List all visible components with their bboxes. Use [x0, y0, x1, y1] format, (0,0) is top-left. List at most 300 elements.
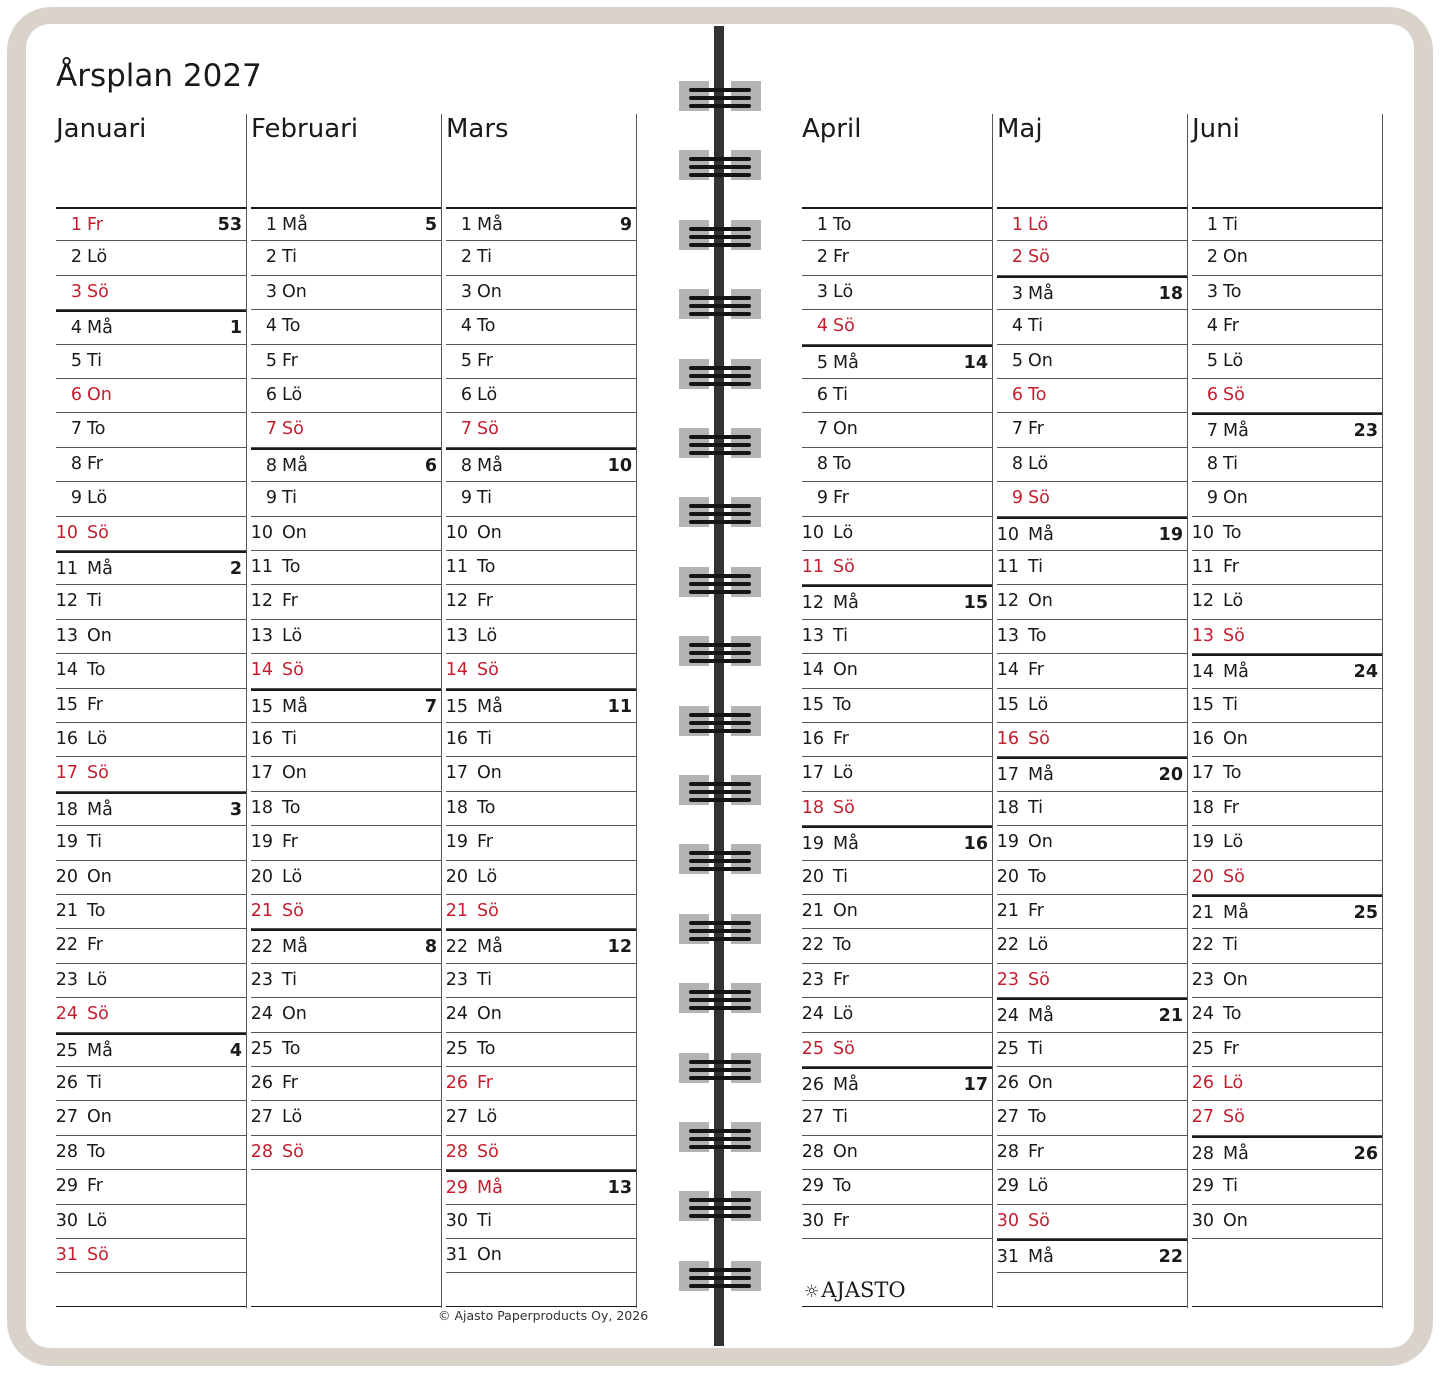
day-row[interactable]	[251, 826, 441, 860]
day-number: 13	[250, 625, 273, 646]
day-row[interactable]	[1192, 517, 1382, 551]
day-row[interactable]	[56, 1101, 246, 1135]
day-row[interactable]	[56, 448, 246, 482]
day-number: 14	[1191, 662, 1214, 683]
day-row[interactable]	[802, 1101, 992, 1135]
day-number: 17	[801, 763, 824, 784]
day-row[interactable]	[1192, 861, 1382, 895]
day-row[interactable]	[997, 1205, 1187, 1239]
weekday-name: To	[1223, 763, 1242, 784]
weekday-name: Sö	[833, 797, 855, 818]
month-column-april	[802, 114, 993, 1308]
day-row[interactable]	[997, 276, 1187, 310]
day-row[interactable]	[802, 792, 992, 826]
weekday-name: On	[1223, 969, 1248, 990]
day-row[interactable]	[446, 757, 636, 791]
day-row[interactable]	[997, 895, 1187, 929]
day-row[interactable]	[446, 448, 636, 482]
day-row[interactable]	[802, 826, 992, 860]
day-number: 3	[1011, 283, 1023, 304]
day-row[interactable]	[1192, 413, 1382, 447]
weekday-name: To	[1223, 522, 1242, 543]
day-row[interactable]	[1192, 895, 1382, 929]
day-row[interactable]	[56, 241, 246, 275]
day-row[interactable]	[251, 620, 441, 654]
day-row[interactable]	[1192, 620, 1382, 654]
day-number: 6	[460, 385, 472, 405]
weekday-name: Må	[282, 937, 308, 958]
weekday-name: Lö	[282, 625, 303, 646]
day-row[interactable]	[446, 654, 636, 688]
weekday-name: Må	[477, 1178, 503, 1199]
day-row[interactable]	[56, 895, 246, 929]
week-number: 20	[1158, 765, 1183, 786]
day-row[interactable]	[1192, 929, 1382, 963]
weekday-name: Ti	[1028, 797, 1044, 818]
day-number: 29	[55, 1176, 78, 1197]
binding-ring	[679, 1053, 761, 1087]
day-row[interactable]	[56, 826, 246, 860]
day-row[interactable]	[802, 1136, 992, 1170]
day-row[interactable]	[1192, 345, 1382, 379]
day-row[interactable]	[802, 413, 992, 447]
weekday-name: Sö	[1028, 488, 1050, 509]
day-number: 30	[801, 1210, 824, 1231]
day-row[interactable]	[446, 1101, 636, 1135]
day-row[interactable]	[1192, 757, 1382, 791]
day-number: 2	[816, 247, 828, 268]
day-row[interactable]	[446, 585, 636, 619]
day-row[interactable]	[802, 654, 992, 688]
day-row[interactable]	[802, 345, 992, 379]
day-row[interactable]	[251, 998, 441, 1032]
day-row[interactable]	[802, 1170, 992, 1204]
weekday-name: Ti	[477, 247, 493, 268]
day-number: 17	[996, 765, 1019, 786]
day-row[interactable]	[446, 276, 636, 310]
day-row[interactable]	[446, 1033, 636, 1067]
day-row[interactable]	[446, 895, 636, 929]
weekday-name: Må	[833, 834, 859, 855]
day-number: 4	[1206, 316, 1218, 337]
day-number: 13	[1191, 625, 1214, 646]
day-row[interactable]	[997, 1136, 1187, 1170]
day-row[interactable]	[802, 895, 992, 929]
day-row[interactable]	[802, 723, 992, 757]
day-row[interactable]	[802, 964, 992, 998]
day-row[interactable]	[446, 1239, 636, 1273]
day-row[interactable]	[56, 723, 246, 757]
day-number: 22	[55, 935, 78, 956]
weekday-name: Sö	[282, 901, 304, 921]
day-row[interactable]	[802, 379, 992, 413]
day-row[interactable]	[56, 207, 246, 241]
day-row[interactable]	[251, 792, 441, 826]
day-row[interactable]	[251, 207, 441, 241]
day-row[interactable]	[56, 1067, 246, 1101]
weekday-name: To	[477, 557, 496, 577]
day-row[interactable]	[446, 379, 636, 413]
weekday-name: Lö	[833, 1004, 854, 1025]
week-number: 22	[1158, 1247, 1183, 1267]
month-column-mars	[446, 114, 637, 1308]
weekday-name: Fr	[477, 350, 493, 371]
day-row[interactable]	[446, 551, 636, 585]
day-row[interactable]	[997, 241, 1187, 275]
day-row[interactable]	[251, 1101, 441, 1135]
day-number: 16	[250, 729, 273, 749]
day-row[interactable]	[56, 517, 246, 551]
day-row[interactable]	[802, 207, 992, 241]
day-row[interactable]	[997, 654, 1187, 688]
day-row[interactable]	[997, 620, 1187, 654]
day-row[interactable]	[56, 413, 246, 447]
day-row[interactable]	[446, 998, 636, 1032]
day-row[interactable]	[56, 1033, 246, 1067]
day-row[interactable]	[997, 448, 1187, 482]
day-row[interactable]	[1192, 585, 1382, 619]
day-row[interactable]	[446, 241, 636, 275]
weekday-name: Sö	[1223, 625, 1245, 646]
day-row[interactable]	[997, 207, 1187, 241]
day-number: 8	[1011, 453, 1023, 474]
day-row[interactable]	[446, 1170, 636, 1204]
day-row[interactable]	[997, 689, 1187, 723]
day-number: 18	[55, 799, 78, 820]
day-number: 15	[801, 694, 824, 715]
day-row[interactable]	[997, 551, 1187, 585]
day-row[interactable]	[56, 276, 246, 310]
weekday-name: Sö	[1223, 385, 1245, 405]
day-row[interactable]	[251, 482, 441, 516]
day-number: 17	[1191, 763, 1214, 784]
day-number: 16	[996, 729, 1019, 749]
weekday-name: To	[282, 1038, 301, 1059]
day-row[interactable]	[802, 241, 992, 275]
day-row[interactable]	[1192, 207, 1382, 241]
binding-ring	[679, 983, 761, 1017]
weekday-name: On	[1028, 832, 1053, 853]
day-row[interactable]	[1192, 482, 1382, 516]
day-number: 15	[996, 694, 1019, 715]
day-row[interactable]	[1192, 1067, 1382, 1101]
day-row[interactable]	[251, 723, 441, 757]
day-row[interactable]	[802, 861, 992, 895]
day-row[interactable]	[1192, 310, 1382, 344]
day-row[interactable]	[1192, 241, 1382, 275]
day-row[interactable]	[802, 1067, 992, 1101]
day-row[interactable]	[251, 310, 441, 344]
day-number: 17	[55, 763, 78, 784]
day-number: 3	[265, 281, 277, 302]
day-row[interactable]	[1192, 998, 1382, 1032]
day-row[interactable]	[446, 620, 636, 654]
day-number: 5	[1011, 350, 1023, 371]
weekday-name: Fr	[1223, 316, 1239, 337]
day-number: 23	[55, 969, 78, 990]
day-row[interactable]	[997, 929, 1187, 963]
day-row[interactable]	[802, 689, 992, 723]
day-row[interactable]	[251, 1136, 441, 1170]
day-row[interactable]	[997, 792, 1187, 826]
day-row[interactable]	[1192, 1170, 1382, 1204]
day-number: 5	[265, 350, 277, 371]
day-number: 4	[460, 316, 472, 337]
day-row[interactable]	[446, 861, 636, 895]
day-row[interactable]	[1192, 1205, 1382, 1239]
day-row[interactable]	[1192, 551, 1382, 585]
day-number: 31	[996, 1247, 1019, 1267]
day-row[interactable]	[802, 551, 992, 585]
day-row[interactable]	[251, 757, 441, 791]
weekday-name: To	[282, 557, 301, 577]
day-number: 21	[1191, 903, 1214, 923]
day-row[interactable]	[802, 929, 992, 963]
weekday-name: To	[1223, 1004, 1242, 1025]
day-number: 10	[445, 522, 468, 543]
weekday-name: Fr	[833, 1210, 849, 1231]
day-row[interactable]	[1192, 379, 1382, 413]
day-number: 24	[801, 1004, 824, 1025]
day-row[interactable]	[802, 517, 992, 551]
weekday-name: Ti	[282, 488, 298, 509]
day-row[interactable]	[997, 517, 1187, 551]
weekday-name: Lö	[87, 729, 108, 749]
day-number: 22	[801, 935, 824, 956]
page-title: Årsplan 2027	[56, 58, 262, 94]
day-row[interactable]	[1192, 792, 1382, 826]
weekday-name: Fr	[1028, 901, 1044, 921]
day-row[interactable]	[1192, 654, 1382, 688]
day-row[interactable]	[997, 826, 1187, 860]
day-row[interactable]	[997, 482, 1187, 516]
day-row[interactable]	[1192, 1033, 1382, 1067]
day-row[interactable]	[446, 345, 636, 379]
weekday-name: Sö	[1223, 1107, 1245, 1128]
day-number: 6	[265, 385, 277, 405]
weekday-name: Sö	[477, 1141, 499, 1162]
day-row[interactable]	[56, 654, 246, 688]
day-row[interactable]	[56, 482, 246, 516]
day-row[interactable]	[802, 998, 992, 1032]
day-row[interactable]	[56, 1239, 246, 1273]
day-row[interactable]	[997, 345, 1187, 379]
day-row[interactable]	[997, 310, 1187, 344]
week-number: 15	[963, 593, 988, 614]
day-row[interactable]	[56, 1170, 246, 1204]
day-row[interactable]	[251, 1067, 441, 1101]
day-row[interactable]	[251, 895, 441, 929]
day-row[interactable]	[56, 792, 246, 826]
day-row[interactable]	[446, 964, 636, 998]
day-row[interactable]	[56, 998, 246, 1032]
day-row[interactable]	[997, 723, 1187, 757]
weekday-name: To	[477, 797, 496, 818]
weekday-name: Må	[87, 318, 113, 339]
day-row[interactable]	[802, 276, 992, 310]
day-number: 25	[250, 1038, 273, 1059]
weekday-name: To	[1028, 1107, 1047, 1128]
day-row[interactable]	[251, 413, 441, 447]
day-row[interactable]	[56, 585, 246, 619]
day-row[interactable]	[802, 1205, 992, 1239]
day-number: 6	[816, 385, 828, 405]
day-row[interactable]	[997, 413, 1187, 447]
day-row[interactable]	[446, 929, 636, 963]
day-row[interactable]	[446, 1136, 636, 1170]
day-number: 3	[70, 281, 82, 302]
week-number: 9	[619, 215, 632, 235]
day-row[interactable]	[802, 310, 992, 344]
day-row[interactable]	[251, 585, 441, 619]
weekday-name: On	[477, 763, 502, 784]
day-row[interactable]	[446, 723, 636, 757]
day-row[interactable]	[56, 929, 246, 963]
day-number: 16	[55, 729, 78, 749]
weekday-name: Må	[1028, 283, 1054, 304]
day-row[interactable]	[997, 379, 1187, 413]
day-row[interactable]	[997, 1170, 1187, 1204]
day-row[interactable]	[56, 379, 246, 413]
day-row[interactable]	[446, 826, 636, 860]
day-row[interactable]	[56, 861, 246, 895]
day-number: 2	[1011, 247, 1023, 268]
weekday-name: Lö	[1028, 694, 1049, 715]
day-row[interactable]	[997, 861, 1187, 895]
day-row[interactable]	[802, 585, 992, 619]
weekday-name: Sö	[1223, 866, 1245, 887]
day-row[interactable]	[446, 207, 636, 241]
day-row[interactable]	[251, 379, 441, 413]
day-row[interactable]	[1192, 276, 1382, 310]
day-number: 10	[55, 522, 78, 543]
day-row[interactable]	[56, 757, 246, 791]
day-row[interactable]	[1192, 1101, 1382, 1135]
day-row[interactable]	[251, 1033, 441, 1067]
day-row[interactable]	[446, 689, 636, 723]
week-number: 21	[1158, 1006, 1183, 1027]
week-number: 12	[607, 937, 632, 958]
day-row[interactable]	[446, 792, 636, 826]
day-row[interactable]	[446, 1205, 636, 1239]
weekday-name: On	[87, 385, 112, 405]
day-row[interactable]	[802, 482, 992, 516]
day-row[interactable]	[997, 757, 1187, 791]
day-row[interactable]	[251, 276, 441, 310]
day-row[interactable]	[1192, 689, 1382, 723]
day-row[interactable]	[997, 1101, 1187, 1135]
day-row[interactable]	[251, 964, 441, 998]
weekday-name: To	[87, 901, 106, 921]
day-number: 19	[996, 832, 1019, 853]
day-number: 16	[801, 729, 824, 749]
month-name: Februari	[251, 114, 359, 144]
weekday-name: On	[1223, 247, 1248, 268]
day-number: 9	[816, 488, 828, 509]
weekday-name: Sö	[282, 1141, 304, 1162]
day-row[interactable]	[251, 345, 441, 379]
day-number: 1	[265, 215, 277, 235]
day-row[interactable]	[997, 1033, 1187, 1067]
weekday-name: Fr	[1028, 1141, 1044, 1162]
day-row[interactable]	[1192, 964, 1382, 998]
day-row[interactable]	[251, 241, 441, 275]
weekday-name: Ti	[477, 1210, 493, 1231]
day-row[interactable]	[802, 620, 992, 654]
weekday-name: Sö	[87, 763, 109, 784]
day-row[interactable]	[446, 517, 636, 551]
day-row[interactable]	[997, 585, 1187, 619]
day-row[interactable]	[997, 998, 1187, 1032]
day-number: 27	[55, 1107, 78, 1128]
day-row[interactable]	[802, 448, 992, 482]
weekday-name: Sö	[282, 660, 304, 681]
weekday-name: Fr	[1028, 419, 1044, 440]
weekday-name: Lö	[833, 763, 854, 784]
day-number: 27	[801, 1107, 824, 1128]
day-row[interactable]	[56, 964, 246, 998]
day-row[interactable]	[446, 1067, 636, 1101]
day-row[interactable]	[446, 310, 636, 344]
weekday-name: Ti	[1223, 694, 1239, 715]
weekday-name: Sö	[833, 1038, 855, 1059]
day-row[interactable]	[997, 1067, 1187, 1101]
day-row[interactable]	[56, 689, 246, 723]
weekday-name: Ti	[1028, 557, 1044, 577]
binding-ring	[679, 1122, 761, 1156]
day-number: 16	[445, 729, 468, 749]
day-row[interactable]	[1192, 1136, 1382, 1170]
day-row[interactable]	[251, 654, 441, 688]
weekday-name: Sö	[87, 281, 109, 302]
day-row[interactable]	[56, 551, 246, 585]
month-name: April	[802, 114, 862, 144]
day-row[interactable]	[997, 1239, 1187, 1273]
day-row[interactable]	[446, 413, 636, 447]
day-row[interactable]	[251, 551, 441, 585]
weekday-name: Lö	[1223, 1073, 1244, 1093]
day-row[interactable]	[251, 689, 441, 723]
weekday-name: On	[87, 625, 112, 646]
day-row[interactable]	[1192, 448, 1382, 482]
day-row[interactable]	[251, 517, 441, 551]
weekday-name: Ti	[1028, 1038, 1044, 1059]
day-number: 22	[996, 935, 1019, 956]
day-row[interactable]	[802, 757, 992, 791]
day-row[interactable]	[251, 929, 441, 963]
day-row[interactable]	[56, 620, 246, 654]
weekday-name: Lö	[87, 247, 108, 268]
day-row[interactable]	[997, 964, 1187, 998]
month-bottom-line	[1192, 1306, 1382, 1307]
day-row[interactable]	[56, 345, 246, 379]
weekday-name: Ti	[833, 385, 849, 405]
day-row[interactable]	[446, 482, 636, 516]
day-row[interactable]	[1192, 723, 1382, 757]
day-row[interactable]	[56, 1205, 246, 1239]
weekday-name: Ti	[833, 1107, 849, 1128]
day-number: 1	[816, 215, 828, 235]
day-row[interactable]	[1192, 826, 1382, 860]
weekday-name: To	[833, 453, 852, 474]
day-row[interactable]	[802, 1033, 992, 1067]
day-row[interactable]	[56, 310, 246, 344]
day-number: 9	[70, 488, 82, 509]
day-row[interactable]	[251, 448, 441, 482]
weekday-name: Sö	[87, 1004, 109, 1025]
day-row[interactable]	[251, 861, 441, 895]
day-row[interactable]	[56, 1136, 246, 1170]
